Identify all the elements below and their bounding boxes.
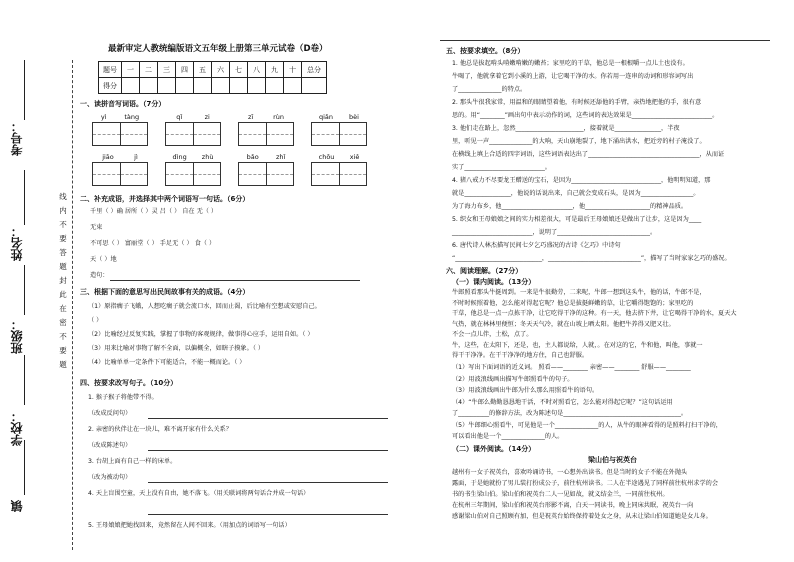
section-4-item: （改成反问句） xyxy=(88,408,388,424)
passage-1-questions xyxy=(452,362,722,443)
section-6a-heading: （一）课内阅读。（13分） xyxy=(452,278,536,286)
score-header-row xyxy=(99,62,327,78)
seal-dashed-line xyxy=(72,60,73,550)
score-header-cell: 一 xyxy=(122,62,140,78)
seal-notice-char: 题 xyxy=(59,262,67,271)
score-header-cell: 五 xyxy=(194,62,212,78)
passage-2-line: 在杭州三年期间，梁山伯和祝英台形影不离，白天一同读书，晚上同床共眠，祝英台一向 xyxy=(452,502,694,509)
pinyin-text xyxy=(238,153,294,162)
seal-notice-char: 不 xyxy=(59,332,67,341)
section-5-line: 5. 织女和王母娘娘之间的实力相差很大，可是最后王母娘娘还是做出了让步，这是因为____ xyxy=(452,216,702,223)
class-label: 班级： xyxy=(10,318,24,354)
seal-notice-char: 答 xyxy=(59,248,67,257)
writing-boxes xyxy=(311,122,367,146)
score-header-cell: 十 xyxy=(284,62,302,78)
seal-notice-char: 不 xyxy=(59,220,67,229)
section-5-line: 里，听见一声______________的大响，天山崩地裂了，地下涌出洪水，把近旁的村子淹没了。 xyxy=(452,138,706,145)
section-5-heading: 五、按要求填空。（8分） xyxy=(446,47,525,55)
exam-number-label: 考号： xyxy=(10,120,24,156)
passage-1-question: 了__________的修辞方法，改为陈述句是______________________________________。 xyxy=(452,410,688,417)
score-header-cell: 六 xyxy=(212,62,230,78)
section-4-item: 4. 天上盲围空童，天上没有自由，她不落飞。（用关联词将两句话合并成一句话） xyxy=(88,490,310,497)
section-3-item: （3）用来比喻对事物了解不全面，以偏概全，如瞎子摸象。（ ） xyxy=(88,345,265,352)
answer-line[interactable] xyxy=(148,482,388,483)
pinyin-word-box xyxy=(238,113,294,146)
writing-box[interactable] xyxy=(267,123,294,145)
idioms-line-1b: 无束 xyxy=(90,224,103,231)
pinyin-syllable: bǎo xyxy=(246,153,259,161)
reading-passage-2 xyxy=(452,467,718,522)
score-value-cell[interactable] xyxy=(194,78,212,94)
section-6-heading: 六、阅读理解。（27分） xyxy=(446,267,523,275)
writing-boxes xyxy=(238,122,294,146)
writing-box[interactable] xyxy=(239,163,267,185)
seal-notice-char: 密 xyxy=(59,318,67,327)
passage-1-line: 不会一点儿伴，土松，点了。 xyxy=(452,331,533,338)
pinyin-syllable: yì xyxy=(100,113,107,121)
answer-line[interactable] xyxy=(148,450,388,451)
pinyin-word-box xyxy=(165,113,221,146)
score-value-cell[interactable] xyxy=(302,78,327,94)
passage-1-question: （1）写出下面词语的近义词。 照看——________ 亲密——________ 舒服——________ xyxy=(452,364,691,371)
writing-box[interactable] xyxy=(121,163,148,185)
passage-1-question: （5）牛郎细心照看牛，可见他是一个______________的人，从牛的眼神看得的是照料打扫干净的， xyxy=(452,421,722,429)
score-value-label: 得分 xyxy=(99,78,122,94)
section-5-line: 为了海力布乡，他_______________________，他_____________________的精神品质。 xyxy=(452,203,688,210)
score-value-cell[interactable] xyxy=(140,78,158,94)
section-3-item: （2）比喻经过反复实践，掌握了事物的客观规律，做事得心应手，运用自如。（ ） xyxy=(88,331,314,338)
section-4-item xyxy=(88,504,388,520)
section-4-item: 2. 亲密的伙伴让在一块儿，难不离开家有什么关系？ xyxy=(88,426,232,433)
writing-boxes xyxy=(311,162,367,186)
section-1-heading: 一、读拼音写词语。（7分） xyxy=(80,100,166,108)
score-value-cell[interactable] xyxy=(212,78,230,94)
passage-1-line: 牛郎照看那头牛挺周到。一来是牛很勤劳，二来呢，牛郎一想到这头牛，他的话，牛郎不是， xyxy=(452,289,706,296)
score-table xyxy=(98,61,327,94)
section-4-items xyxy=(88,392,388,536)
score-value-cell[interactable] xyxy=(284,78,302,94)
section-5-line: 在横线上填上合适的四字词语，这些词语表达出了____________________________________，从而证 xyxy=(452,151,725,158)
writing-box[interactable] xyxy=(194,163,221,185)
pinyin-syllable: zhǐ xyxy=(276,153,286,161)
pinyin-word-box xyxy=(311,153,367,186)
passage-1-question: （4）“牛郎么勤勤恳恳地干活，不时对照看它，怎么能对得起它呢？”这句话运用 xyxy=(452,398,673,406)
writing-box[interactable] xyxy=(267,163,294,185)
score-header-cell: 二 xyxy=(140,62,158,78)
pinyin-word-box xyxy=(238,153,294,186)
writing-box[interactable] xyxy=(93,163,121,185)
section-6b-heading: （二）课外阅读。（14分） xyxy=(452,445,536,453)
score-value-cell[interactable] xyxy=(176,78,194,94)
writing-box[interactable] xyxy=(312,163,340,185)
score-value-row xyxy=(99,78,327,94)
pinyin-word-box xyxy=(92,153,148,186)
section-3-heading: 三、根据下面的意思写出民间故事有关的成语。（4分） xyxy=(80,288,250,296)
section-5-line: 思的。用“________”画出句中表示动作的词，这些词的表达效果是__________________________。 xyxy=(452,112,719,119)
answer-line[interactable] xyxy=(148,418,388,419)
section-5-line: 1. 他总是拔起啃头啃嫩啃嫩的嫩苔；家里吃的干草，他总是一根根嚼一点儿土也没有。 xyxy=(452,60,689,67)
section-3-item: （ ） xyxy=(88,317,103,324)
passage-2-line: 感谢梁山伯对自己照顾有加，但是祝英台始终保持着处女之身，从未让梁山伯知道她是女儿身。 xyxy=(452,513,712,520)
writing-box[interactable] xyxy=(312,123,340,145)
passage-1-line: 干草，他总是一点一点拣干净，让它吃得干净的这种。有一天，他去挤下井，让它喝得干净的水，夏天大 xyxy=(452,310,737,317)
section-3-item: （1）原指瘸子飞蛾，人想吃瘸子就会流口水，回而止渴，后比喻有空想或安慰自己。 xyxy=(88,303,321,310)
section-4-item: （改为被动句） xyxy=(88,472,388,488)
section-5-line: 3. 他们走在路上，忽然______________________，接着就是_______________，半夜 xyxy=(452,125,680,132)
school-line xyxy=(24,355,25,405)
section-4-item: （改成陈述句） xyxy=(88,440,388,456)
score-header-label: 题号 xyxy=(99,62,122,78)
passage-1-line: 牛，这些，在太阳下，还是，也，主人都说给，人就，。在对这的它，牛和他，叫他，事就一 xyxy=(452,341,703,349)
writing-boxes xyxy=(92,122,148,146)
seal-notice-char: 要 xyxy=(59,346,67,355)
pinyin-text xyxy=(92,153,148,162)
score-value-cell[interactable] xyxy=(158,78,176,94)
writing-box[interactable] xyxy=(166,163,194,185)
reading-passage-1 xyxy=(452,288,737,362)
sentence-answer-line[interactable] xyxy=(110,280,360,281)
writing-box[interactable] xyxy=(121,123,148,145)
score-value-cell[interactable] xyxy=(266,78,284,94)
top-right-line xyxy=(440,40,770,41)
score-header-cell: 七 xyxy=(230,62,248,78)
idioms-line-1: 千里（ ）确 居所（ ）灵 吕（ ） 自在 无（ ） xyxy=(90,208,218,215)
section-4-item: 5. 王母娘娘把她找回来，竟然留在人间不回来。（用加点的词语写一句话） xyxy=(88,522,291,529)
pinyin-syllable: bèi xyxy=(349,113,359,121)
exam-number-line xyxy=(24,60,25,120)
pinyin-text xyxy=(165,153,221,162)
writing-boxes xyxy=(92,162,148,186)
score-value-cell[interactable] xyxy=(248,78,266,94)
writing-boxes xyxy=(165,162,221,186)
section-4-item: 3. 台胡上面有自己一样的床单。 xyxy=(88,458,177,465)
section-5-line: 牛喝了，他就拿着它到小溪的上游，让它喝干净的水。你若用一连串的动词和形容词写出 xyxy=(452,73,694,80)
score-value-cell[interactable] xyxy=(230,78,248,94)
pinyin-word-box xyxy=(92,113,148,146)
writing-box[interactable] xyxy=(93,123,121,145)
pinyin-syllable: jiāo xyxy=(102,153,114,161)
pinyin-text xyxy=(311,113,367,122)
pinyin-syllable: qiǎn xyxy=(319,113,334,121)
section-4-item: 1. 猴子猴子将他带不得。 xyxy=(88,394,158,401)
section-5-items xyxy=(452,57,731,265)
section-5-line: 6. 唐代诗人林杰描写民间七夕乞巧盛况的古诗《乞巧》中诗句 xyxy=(452,242,621,249)
sentence-label: 造句： xyxy=(90,272,109,279)
section-5-line: 4. 猪八戒力不尽要龙王赠送的宝石，是因为_____________________________，他明明知道，那 xyxy=(452,177,711,184)
writing-box[interactable] xyxy=(340,163,367,185)
pinyin-text xyxy=(238,113,294,122)
pinyin-syllable: chōu xyxy=(318,153,335,161)
pinyin-text xyxy=(165,113,221,122)
score-header-cell: 九 xyxy=(266,62,284,78)
section-2-heading: 二、补充成语，并选择其中两个词语写一句话。（6分） xyxy=(80,195,250,203)
pinyin-word-box xyxy=(165,153,221,186)
score-header-cell: 四 xyxy=(176,62,194,78)
section-4-heading: 四、按要求改写句子。（10分） xyxy=(80,379,178,387)
seal-notice-char: 此 xyxy=(59,290,67,299)
score-header-cell: 八 xyxy=(248,62,266,78)
passage-2-line: 书的书生梁山伯。梁山伯和祝英台二人一见如故，就义结金兰，一同前往杭州。 xyxy=(452,491,669,498)
passage-1-line: 得干干净净。在干干净净的地方住，自己也舒服。 xyxy=(452,352,589,359)
seal-notice-char: 线 xyxy=(59,192,67,201)
school-label: 学校： xyxy=(10,410,24,446)
pinyin-text xyxy=(311,153,367,162)
pinyin-syllable: zhù xyxy=(201,153,214,161)
pinyin-syllable: xiě xyxy=(349,153,360,161)
pinyin-syllable: tàng xyxy=(124,113,140,121)
idioms-line-2b: 天（ ）地 xyxy=(90,256,117,263)
score-value-cell[interactable] xyxy=(122,78,140,94)
seal-notice-char: 题 xyxy=(59,360,67,369)
passage-1-line: 不时时候照着他，怎么能对得起它呢？他总是拔挺鲜嫩的草，让它嚼得饱饱的；家里吃的 xyxy=(452,299,694,307)
section-5-line: “____________________________，______________________________”，描写了当时家家乞巧的盛况。 xyxy=(452,255,731,262)
pinyin-syllable: qǐ xyxy=(176,113,183,121)
passage-1-question: （2）用波浪线画出描写牛郎照看牛的句子。 xyxy=(452,375,574,383)
section-3-items xyxy=(88,300,321,370)
passage-2-line: 越州有一女子祝英台，喜欢吟诵诗书，一心想外出读书。但是当时的女子不能在外抛头 xyxy=(452,469,688,476)
score-header-cell: 三 xyxy=(158,62,176,78)
pinyin-word-box xyxy=(311,113,367,146)
passage-1-question: 可以看出他是一个______________的人。 xyxy=(452,433,564,440)
writing-box[interactable] xyxy=(166,123,194,145)
seal-notice-char: 封 xyxy=(59,276,67,285)
seal-notice-char: 要 xyxy=(59,234,67,243)
answer-line[interactable] xyxy=(148,514,388,515)
section-5-line: 实了__________________________。 xyxy=(452,164,551,171)
passage-2-title: 梁山伯与祝英台 xyxy=(588,456,637,464)
writing-box[interactable] xyxy=(340,123,367,145)
section-5-line: 了______________的特点。 xyxy=(452,86,527,93)
idioms-line-2: 不可思（ ） 富丽堂（ ） 手足无（ ） 食（ ） xyxy=(90,240,216,247)
writing-box[interactable] xyxy=(194,123,221,145)
pinyin-syllable: zī xyxy=(247,113,254,121)
passage-2-line: 露面，于是她就扮了男儿装打扮成公子，前往杭州读书。二人在半途遇见了同样前往杭州求学的会 xyxy=(452,480,719,487)
section-5-line: 就是_______________，他说的话说出来，自己就会变成石头，是因为_________________。 xyxy=(452,190,700,197)
writing-box[interactable] xyxy=(239,123,267,145)
pinyin-syllable: rùn xyxy=(273,113,285,121)
pinyin-syllable: jì xyxy=(134,153,138,161)
district-line xyxy=(24,440,25,495)
class-line xyxy=(24,265,25,315)
seal-notice-char: 内 xyxy=(59,206,67,215)
page-title: 最新审定人教统编版语文五年级上册第三单元试卷（D卷） xyxy=(108,44,328,54)
pinyin-syllable: zi xyxy=(204,113,210,121)
pinyin-syllable: dìng xyxy=(172,153,187,161)
score-header-cell: 总分 xyxy=(302,62,327,78)
seal-notice-char: 在 xyxy=(59,304,67,313)
student-name-line xyxy=(24,170,25,225)
district-label: 镇 xyxy=(10,500,24,512)
section-5-line: 2. 那头牛很我家常，用温和的眼睛望着他，有时候还舔他的手臂，亲热地把他的手，很有意 xyxy=(452,99,702,106)
section-3-item: （4）比喻单单一定条件下可能适合，不能一概而论。（ ） xyxy=(88,359,246,366)
writing-boxes xyxy=(238,162,294,186)
passage-1-question: （3）用波浪线画出牛郎为什么那么用照看牛的语句。 xyxy=(452,387,599,394)
writing-boxes xyxy=(165,122,221,146)
pinyin-text xyxy=(92,113,148,122)
passage-1-line: 气热，就在林林里便恒；冬天天气冷，就在山坡上晒太阳。他把牛养得又肥又壮。 xyxy=(452,320,675,328)
student-name-label: 姓名： xyxy=(10,225,24,261)
section-5-line: __________________________，说明了______________________________。 xyxy=(452,229,657,236)
seal-line-notice xyxy=(56,190,70,372)
